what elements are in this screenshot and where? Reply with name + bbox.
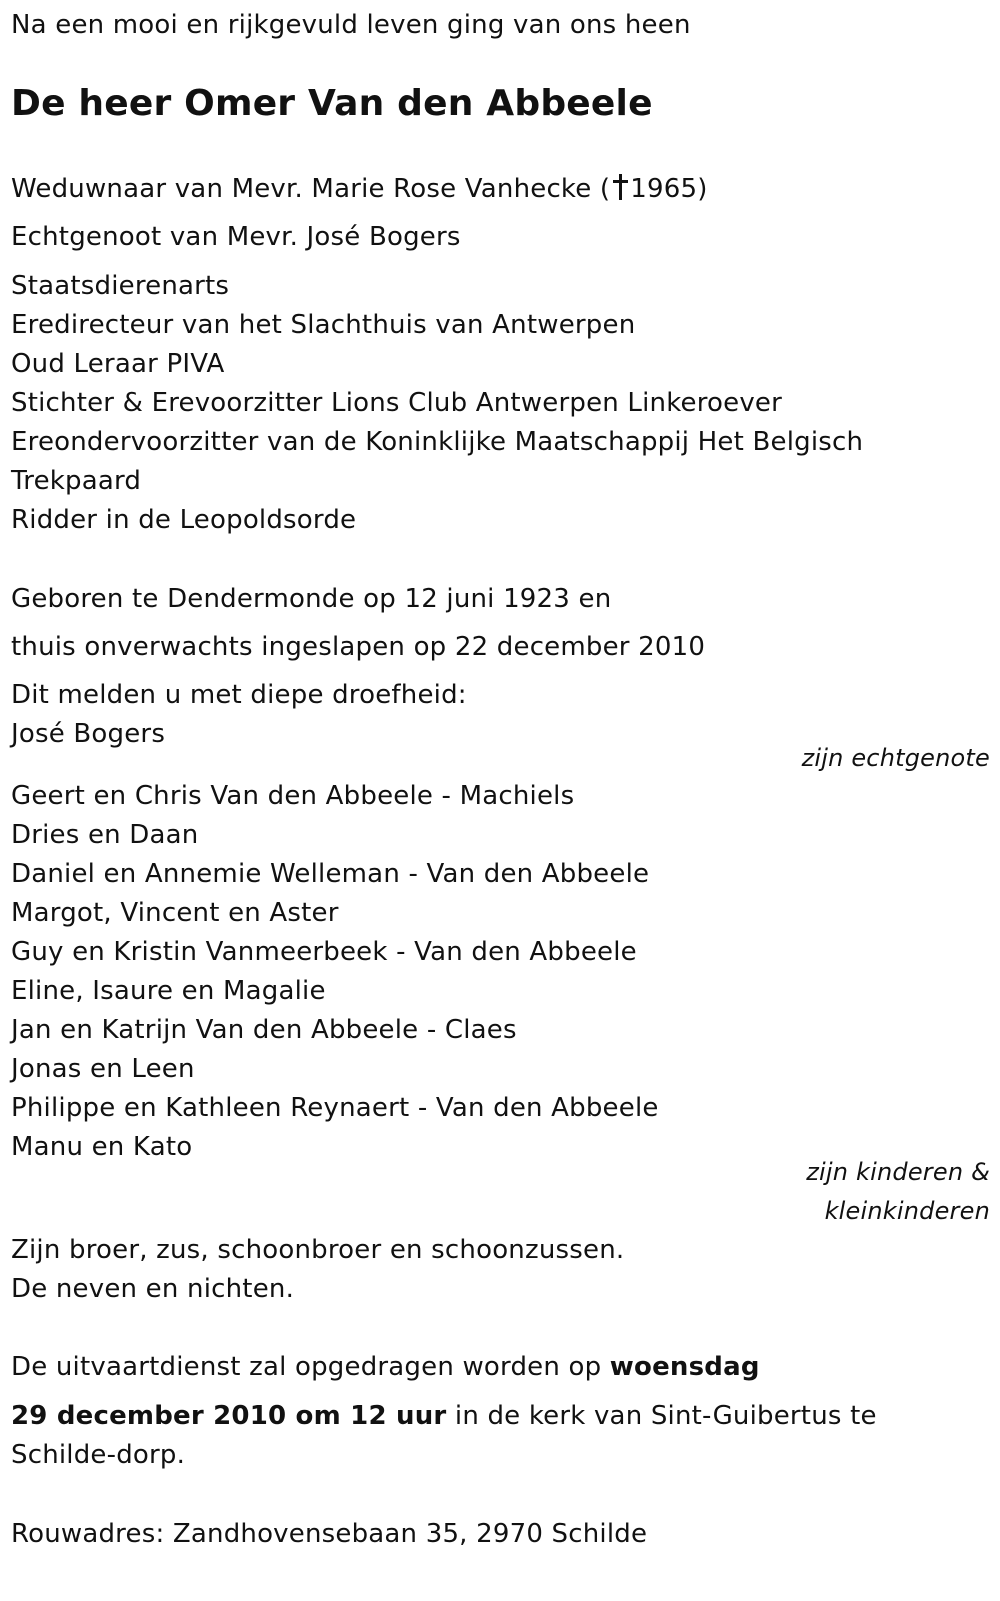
title-line: Eredirecteur van het Slachthuis van Antwerpen	[11, 310, 636, 340]
family-line: Guy en Kristin Vanmeerbeek - Van den Abbeele	[11, 937, 637, 967]
mourning-address: Rouwadres: Zandhovensebaan 35, 2970 Schilde	[11, 1519, 648, 1549]
wife-role: zijn echtgenote	[801, 744, 990, 772]
funeral-line-3: Schilde-dorp.	[11, 1440, 186, 1470]
family-line: Philippe en Kathleen Reynaert - Van den Abbeele	[11, 1093, 659, 1123]
family-line: Eline, Isaure en Magalie	[11, 976, 326, 1006]
funeral-line-2	[11, 1398, 877, 1434]
died-line: thuis onverwachts ingeslapen op 22 december 2010	[11, 632, 706, 662]
cross-icon	[612, 174, 628, 200]
funeral-line-1	[11, 1349, 760, 1385]
intro-text: Na een mooi en rijkgevuld leven ging van ons heen	[11, 10, 691, 40]
husband-line: Echtgenoot van Mevr. José Bogers	[11, 222, 461, 252]
family-line: Jonas en Leen	[11, 1054, 195, 1084]
relatives-line: De neven en nichten.	[11, 1274, 295, 1304]
wife-name: José Bogers	[11, 719, 166, 749]
relatives-line: Zijn broer, zus, schoonbroer en schoonzussen.	[11, 1235, 625, 1265]
family-line: Manu en Kato	[11, 1132, 193, 1162]
family-line: Geert en Chris Van den Abbeele - Machiels	[11, 781, 575, 811]
family-line: Jan en Katrijn Van den Abbeele - Claes	[11, 1015, 517, 1045]
funeral-day: woensdag	[609, 1352, 760, 1382]
family-line: Dries en Daan	[11, 820, 199, 850]
children-role-line1: zijn kinderen &	[806, 1158, 990, 1186]
deceased-name: De heer Omer Van den Abbeele	[11, 83, 653, 124]
funeral-datetime: 29 december 2010 om 12 uur	[11, 1401, 447, 1431]
children-role-line2: kleinkinderen	[824, 1197, 990, 1225]
widower-line	[11, 171, 708, 207]
widower-text: Weduwnaar van Mevr. Marie Rose Vanhecke (	[11, 174, 611, 204]
family-line: Daniel en Annemie Welleman - Van den Abbeele	[11, 859, 650, 889]
widower-year: 1965)	[630, 174, 708, 204]
title-line: Staatsdierenarts	[11, 271, 230, 301]
title-line: Ereondervoorzitter van de Koninklijke Maatschappij Het Belgisch	[11, 427, 864, 457]
title-line: Ridder in de Leopoldsorde	[11, 505, 357, 535]
funeral-intro: De uitvaartdienst zal opgedragen worden op	[11, 1352, 610, 1382]
funeral-place: in de kerk van Sint-Guibertus te	[446, 1401, 877, 1431]
born-line: Geboren te Dendermonde op 12 juni 1923 en	[11, 584, 612, 614]
title-line: Trekpaard	[11, 466, 142, 496]
announcement-line: Dit melden u met diepe droefheid:	[11, 680, 467, 710]
family-line: Margot, Vincent en Aster	[11, 898, 339, 928]
title-line: Stichter & Erevoorzitter Lions Club Antwerpen Linkeroever	[11, 388, 783, 418]
title-line: Oud Leraar PIVA	[11, 349, 225, 379]
